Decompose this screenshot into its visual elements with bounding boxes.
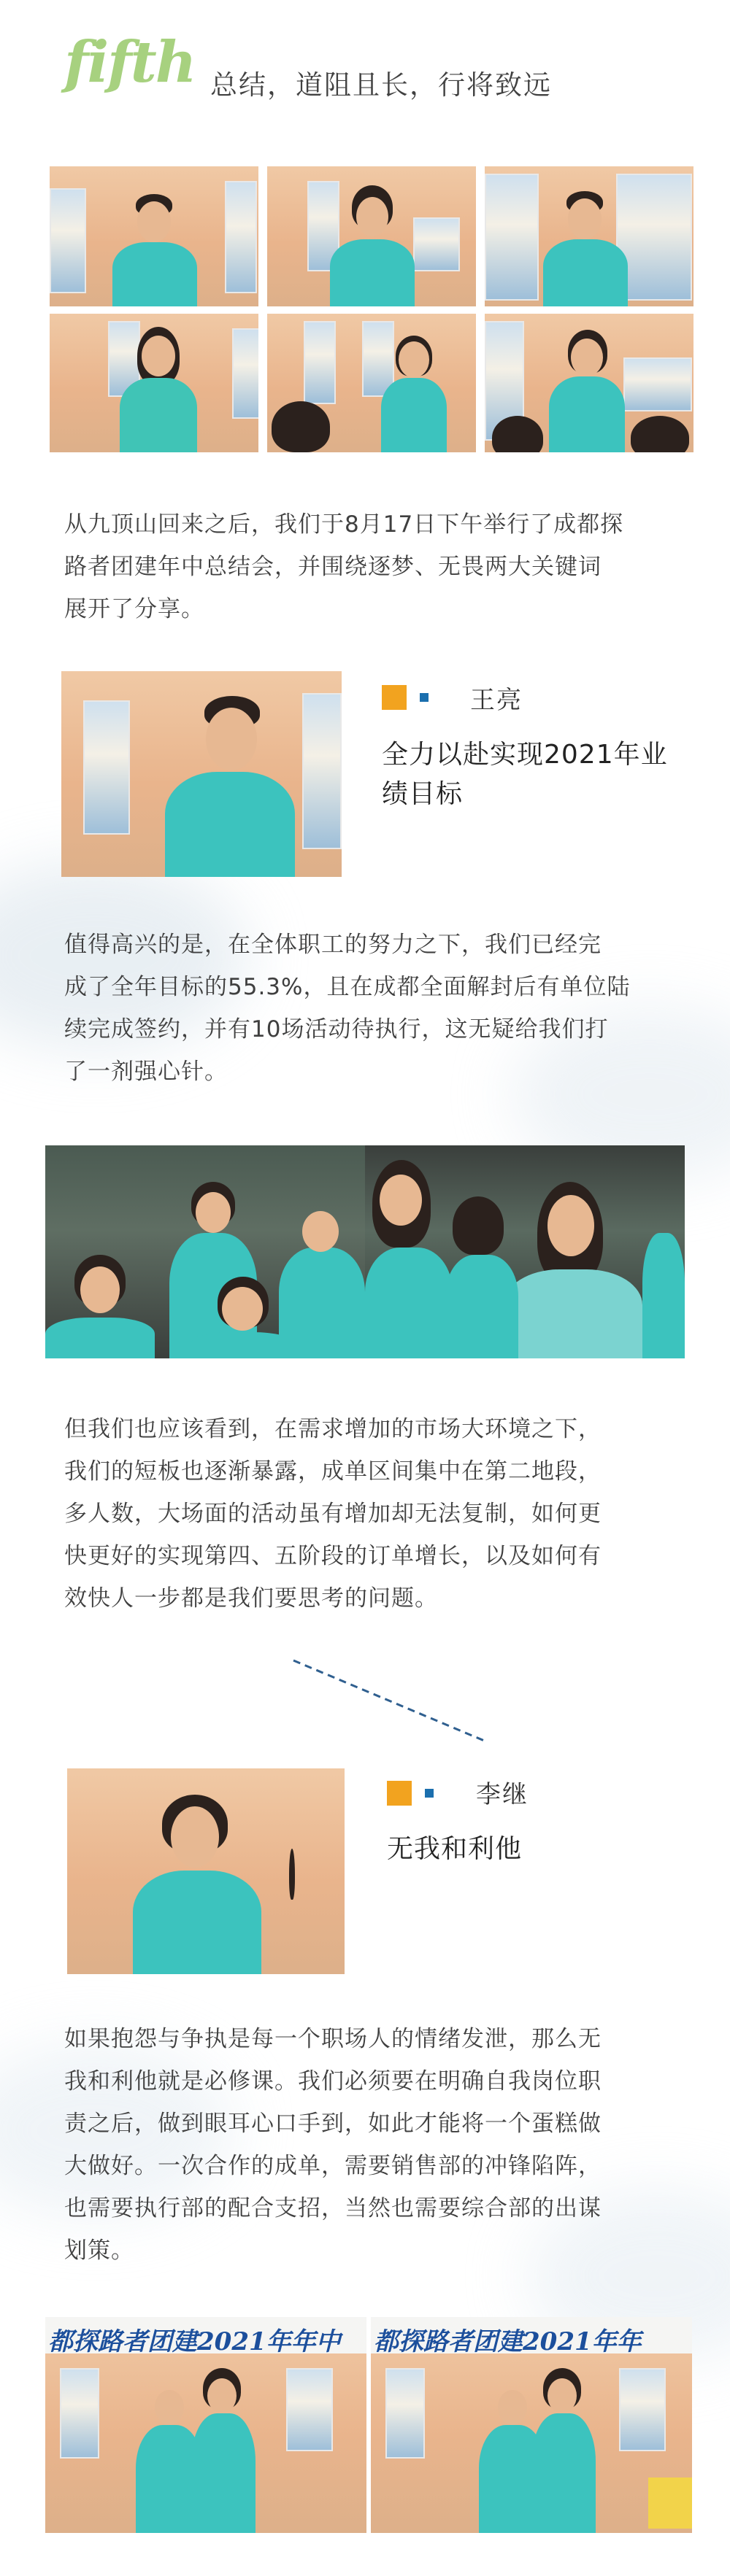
text-line: 从九顶山回来之后，我们于8月17日下午举行了成都探 <box>64 511 624 538</box>
audience-photo <box>45 1145 365 1358</box>
photo-speaker <box>267 314 476 452</box>
photo-speaker <box>50 314 258 452</box>
event-photo <box>371 2317 692 2533</box>
photo-speaker <box>50 166 258 306</box>
text-line: 了一剂强心针。 <box>64 1059 228 1085</box>
dashed-divider <box>289 1656 493 1748</box>
text-line: 如果抱怨与争执是每一个职场人的情绪发泄，那么无 <box>64 2026 602 2052</box>
text-line: 大做好。一次合作的成单，需要销售部的冲锋陷阵， <box>64 2153 602 2179</box>
speaker-name: 王亮 <box>470 686 523 715</box>
text-line: 展开了分享。 <box>64 596 204 622</box>
challenge-paragraph <box>64 1408 699 1620</box>
headline-line: 绩目标 <box>382 779 464 809</box>
banner-text: 都探路者团建2021年年 <box>374 2327 642 2356</box>
intro-paragraph <box>64 503 692 630</box>
speaker-headline: 无我和利他 <box>387 1834 523 1864</box>
photo-speaker <box>485 314 694 452</box>
text-line: 责之后，做到眼耳心口手到，如此才能将一个蛋糕做 <box>64 2111 602 2137</box>
accent-dot-icon <box>420 693 429 702</box>
speaker-name: 李继 <box>476 1780 529 1809</box>
audience-photo <box>365 1145 685 1358</box>
text-line: 快更好的实现第四、五阶段的订单增长，以及如何有 <box>64 1543 602 1569</box>
text-line: 也需要执行部的配合支招，当然也需要综合部的出谋 <box>64 2195 602 2221</box>
photo-speaker <box>267 166 476 306</box>
banner-text: 都探路者团建2021年年中 <box>48 2327 341 2356</box>
accent-square-icon <box>382 685 407 710</box>
text-line: 我们的短板也逐渐暴露，成单区间集中在第二地段， <box>64 1458 602 1485</box>
text-line: 续完成签约，并有10场活动待执行，这无疑给我们打 <box>64 1016 609 1043</box>
accent-dot-icon <box>425 1789 434 1798</box>
text-line: 路者团建年中总结会，并围绕逐梦、无畏两大关键词 <box>64 554 602 580</box>
section-logo: fifth <box>64 29 196 96</box>
text-line: 值得高兴的是，在全体职工的努力之下，我们已经完 <box>64 932 602 958</box>
text-line: 效快人一步都是我们要思考的问题。 <box>64 1585 438 1612</box>
text-line: 我和利他就是必修课。我们必须要在明确自我岗位职 <box>64 2068 602 2095</box>
progress-paragraph <box>64 924 699 1093</box>
text-line: 划策。 <box>64 2237 134 2264</box>
event-photo <box>45 2317 366 2533</box>
headline-line: 全力以赴实现2021年业 <box>382 740 668 770</box>
text-line: 成了全年目标的55.3%，且在成都全面解封后有单位陆 <box>64 974 631 1000</box>
speaker-photo <box>67 1768 345 1974</box>
text-line: 但我们也应该看到，在需求增加的市场大环境之下， <box>64 1416 602 1442</box>
text-line: 多人数，大场面的活动虽有增加却无法复制，如何更 <box>64 1501 602 1527</box>
speaker-headline <box>382 735 703 814</box>
teamwork-paragraph <box>64 2018 699 2272</box>
accent-square-icon <box>387 1781 412 1806</box>
section-title: 总结，道阻且长，行将致远 <box>210 69 552 101</box>
photo-speaker <box>485 166 694 306</box>
speaker-photo <box>61 671 342 877</box>
